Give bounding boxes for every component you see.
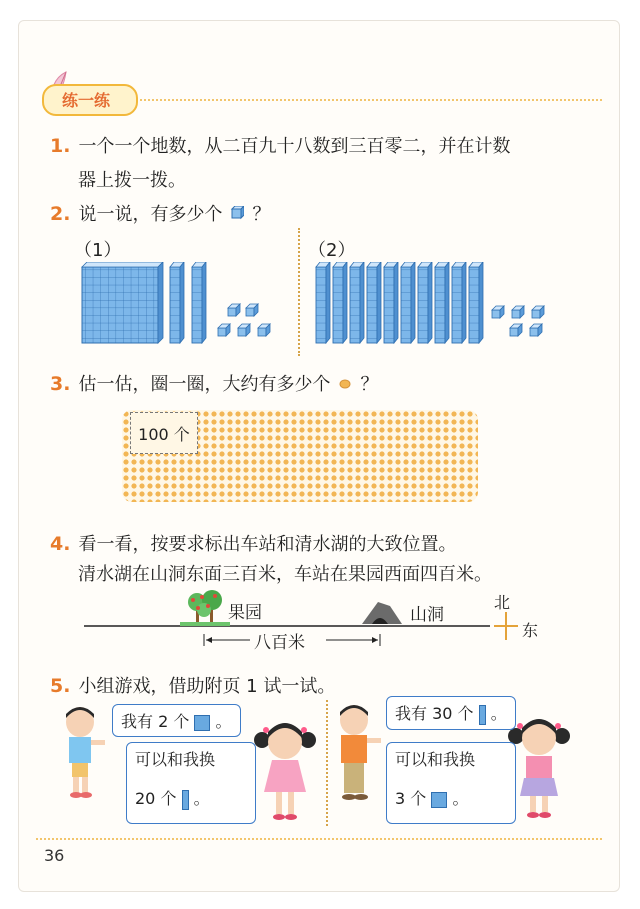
header-divider (140, 99, 602, 101)
bubble-text: 20 个 (135, 789, 177, 808)
orchard-trees-icon (180, 590, 230, 626)
bubble-period: 。 (452, 789, 469, 808)
girl-figure-icon (250, 718, 320, 828)
question-mark: ？ (252, 204, 271, 225)
unit-cube (512, 306, 524, 318)
ten-rod (170, 262, 184, 343)
bean-icon (338, 375, 352, 394)
boy-figure-icon (52, 702, 112, 802)
unit-cube (238, 324, 250, 336)
question-text-cont: 清水湖在山洞东面三百米，车站在果园西面四百米。 (78, 564, 492, 585)
question-text: 说一说，有多少个 (78, 204, 223, 225)
question-text: 估一估，圈一圈，大约有多少个 (78, 374, 331, 395)
boy-figure-icon (326, 700, 386, 810)
bubble-period: 。 (193, 789, 210, 808)
unit-cube (218, 324, 230, 336)
footer-divider (36, 838, 602, 840)
arrow-right-head (372, 637, 378, 643)
bubble-text: 我有 30 个 (395, 704, 474, 723)
unit-cube (510, 324, 522, 336)
unit-cube (246, 304, 258, 316)
cave-label: 山洞 (410, 605, 444, 625)
bubble-text: 可以和我换 (135, 750, 216, 769)
ten-rod (435, 262, 449, 343)
question-text: 小组游戏，借助附页 1 试一试。 (78, 676, 336, 697)
question-number: 1. (50, 135, 71, 157)
bubble-period: 。 (490, 704, 507, 723)
question-4 (50, 530, 456, 556)
ten-rod-icon (182, 790, 189, 810)
bubble-text: 我有 2 个 (121, 712, 190, 731)
bubble-period: 。 (215, 712, 232, 731)
bubble-text: 可以和我换 (395, 750, 476, 769)
speech-bubble (386, 742, 516, 824)
speech-bubble (112, 704, 241, 737)
east-label: 东 (522, 621, 539, 640)
speech-bubble (126, 742, 256, 824)
question-text: 看一看，按要求标出车站和清水湖的大致位置。 (78, 534, 457, 555)
question-number: 3. (50, 373, 71, 395)
unit-cube (258, 324, 270, 336)
ten-rod (384, 262, 398, 343)
bubble-text: 3 个 (395, 789, 427, 808)
part-2-label: （2） (308, 240, 356, 261)
question-3 (50, 370, 378, 396)
ten-rod (401, 262, 415, 343)
ten-rod (469, 262, 483, 343)
base-ten-blocks (70, 262, 590, 348)
question-text: 一个一个地数，从二百九十八数到三百零二，并在计数 (78, 136, 511, 157)
ten-rod (418, 262, 432, 343)
ten-rod (192, 262, 206, 343)
question-mark: ？ (360, 374, 379, 395)
part-1-label: （1） (74, 240, 122, 261)
ten-rod-icon (479, 705, 486, 725)
unit-cube (532, 306, 544, 318)
ten-rod (367, 262, 381, 343)
unit-cube (530, 324, 542, 336)
question-number: 2. (50, 203, 71, 225)
map-diagram (80, 588, 550, 654)
arrow-left-head (206, 637, 212, 643)
small-cube-icon (230, 205, 244, 224)
compass-icon (494, 612, 518, 640)
ten-rod (316, 262, 330, 343)
cave-mountain-icon (362, 602, 402, 624)
question-number: 4. (50, 533, 71, 555)
ten-rod (333, 262, 347, 343)
unit-cube (492, 306, 504, 318)
orchard-label: 果园 (228, 603, 262, 623)
ten-rod (452, 262, 466, 343)
speech-bubble (386, 696, 516, 730)
page-number: 36 (44, 846, 65, 865)
section-title: 练一练 (62, 91, 111, 110)
hundred-sample-box: 100 个 (130, 412, 198, 454)
unit-cube (228, 304, 240, 316)
question-1 (50, 132, 510, 158)
question-number: 5. (50, 675, 71, 697)
hundred-block-icon (194, 715, 210, 731)
question-2 (50, 200, 270, 226)
question-text-cont: 器上拨一拨。 (78, 170, 186, 191)
question-5 (50, 672, 335, 698)
hundred-block-icon (431, 792, 447, 808)
ten-rod (350, 262, 364, 343)
north-label: 北 (494, 593, 511, 612)
hundred-flat (82, 262, 163, 343)
distance-label: 八百米 (254, 633, 305, 653)
